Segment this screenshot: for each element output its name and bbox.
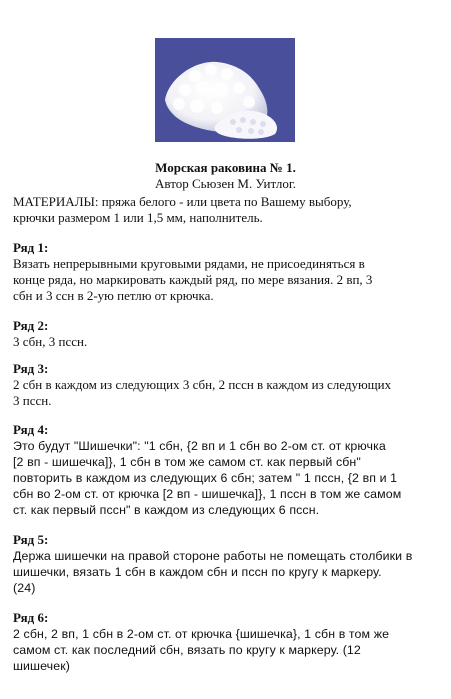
materials-line-1: МАТЕРИАЛЫ: пряжа белого - или цвета по Вашему выбору, xyxy=(13,194,352,209)
pattern-author: Автор Сьюзен М. Уитлог. xyxy=(155,176,296,191)
row-3-heading: Ряд 3: xyxy=(13,361,49,376)
row-1-heading: Ряд 1: xyxy=(13,240,49,255)
row-6-heading: Ряд 6: xyxy=(13,610,49,625)
row-4-line: сбн во 2-ом ст. от крючка [2 вп - шишечка]}, 1 пссн в том же самом xyxy=(13,487,402,501)
row-6-line: самом ст. как последний сбн, вязать по кругу к маркеру. (12 xyxy=(13,643,361,657)
row-4-line: повторить в каждом из следующих 6 сбн; затем " 1 пссн, {2 вп и 1 xyxy=(13,471,398,485)
row-4-line: Это будут "Шишечки": "1 сбн, {2 вп и 1 сбн во 2-ом ст. от крючка xyxy=(13,439,386,453)
row-5-heading: Ряд 5: xyxy=(13,532,49,547)
row-2-line: 3 сбн, 3 пссн. xyxy=(13,334,88,349)
row-3-line: 3 пссн. xyxy=(13,393,52,408)
row-4-heading: Ряд 4: xyxy=(13,422,49,437)
row-5-line: Держа шишечки на правой стороне работы не помещать столбики в xyxy=(13,549,413,563)
shell-photo xyxy=(155,38,295,142)
row-6-line: шишечек) xyxy=(13,659,70,673)
pattern-title: Морская раковина № 1. xyxy=(155,160,296,175)
row-2-heading: Ряд 2: xyxy=(13,318,49,333)
row-5-line: (24) xyxy=(13,581,36,595)
materials-line-2: крючки размером 1 или 1,5 мм, наполнитель. xyxy=(13,210,263,225)
row-4-line: ст. как первый пссн" в каждом из следующих 6 пссн. xyxy=(13,503,320,517)
row-3-line: 2 сбн в каждом из следующих 3 сбн, 2 пссн в каждом из следующих xyxy=(13,377,392,392)
row-1-line: сбн и 3 ссн в 2-ую петлю от крючка. xyxy=(13,288,214,303)
row-4-line: [2 вп - шишечка]}, 1 сбн в том же самом ст. как первый сбн" xyxy=(13,455,361,469)
row-6-line: 2 сбн, 2 вп, 1 сбн в 2-ом ст. от крючка {шишечка}, 1 сбн в том же xyxy=(13,627,390,641)
row-1-line: Вязать непрерывными круговыми рядами, не присоединяться в xyxy=(13,256,365,271)
shell-illustration xyxy=(155,38,295,142)
row-5-line: шишечки, вязать 1 сбн в каждом сбн и пссн по кругу к маркеру. xyxy=(13,565,382,579)
row-1-line: конце ряда, но маркировать каждый ряд, по мере вязания. 2 вп, 3 xyxy=(13,272,373,287)
